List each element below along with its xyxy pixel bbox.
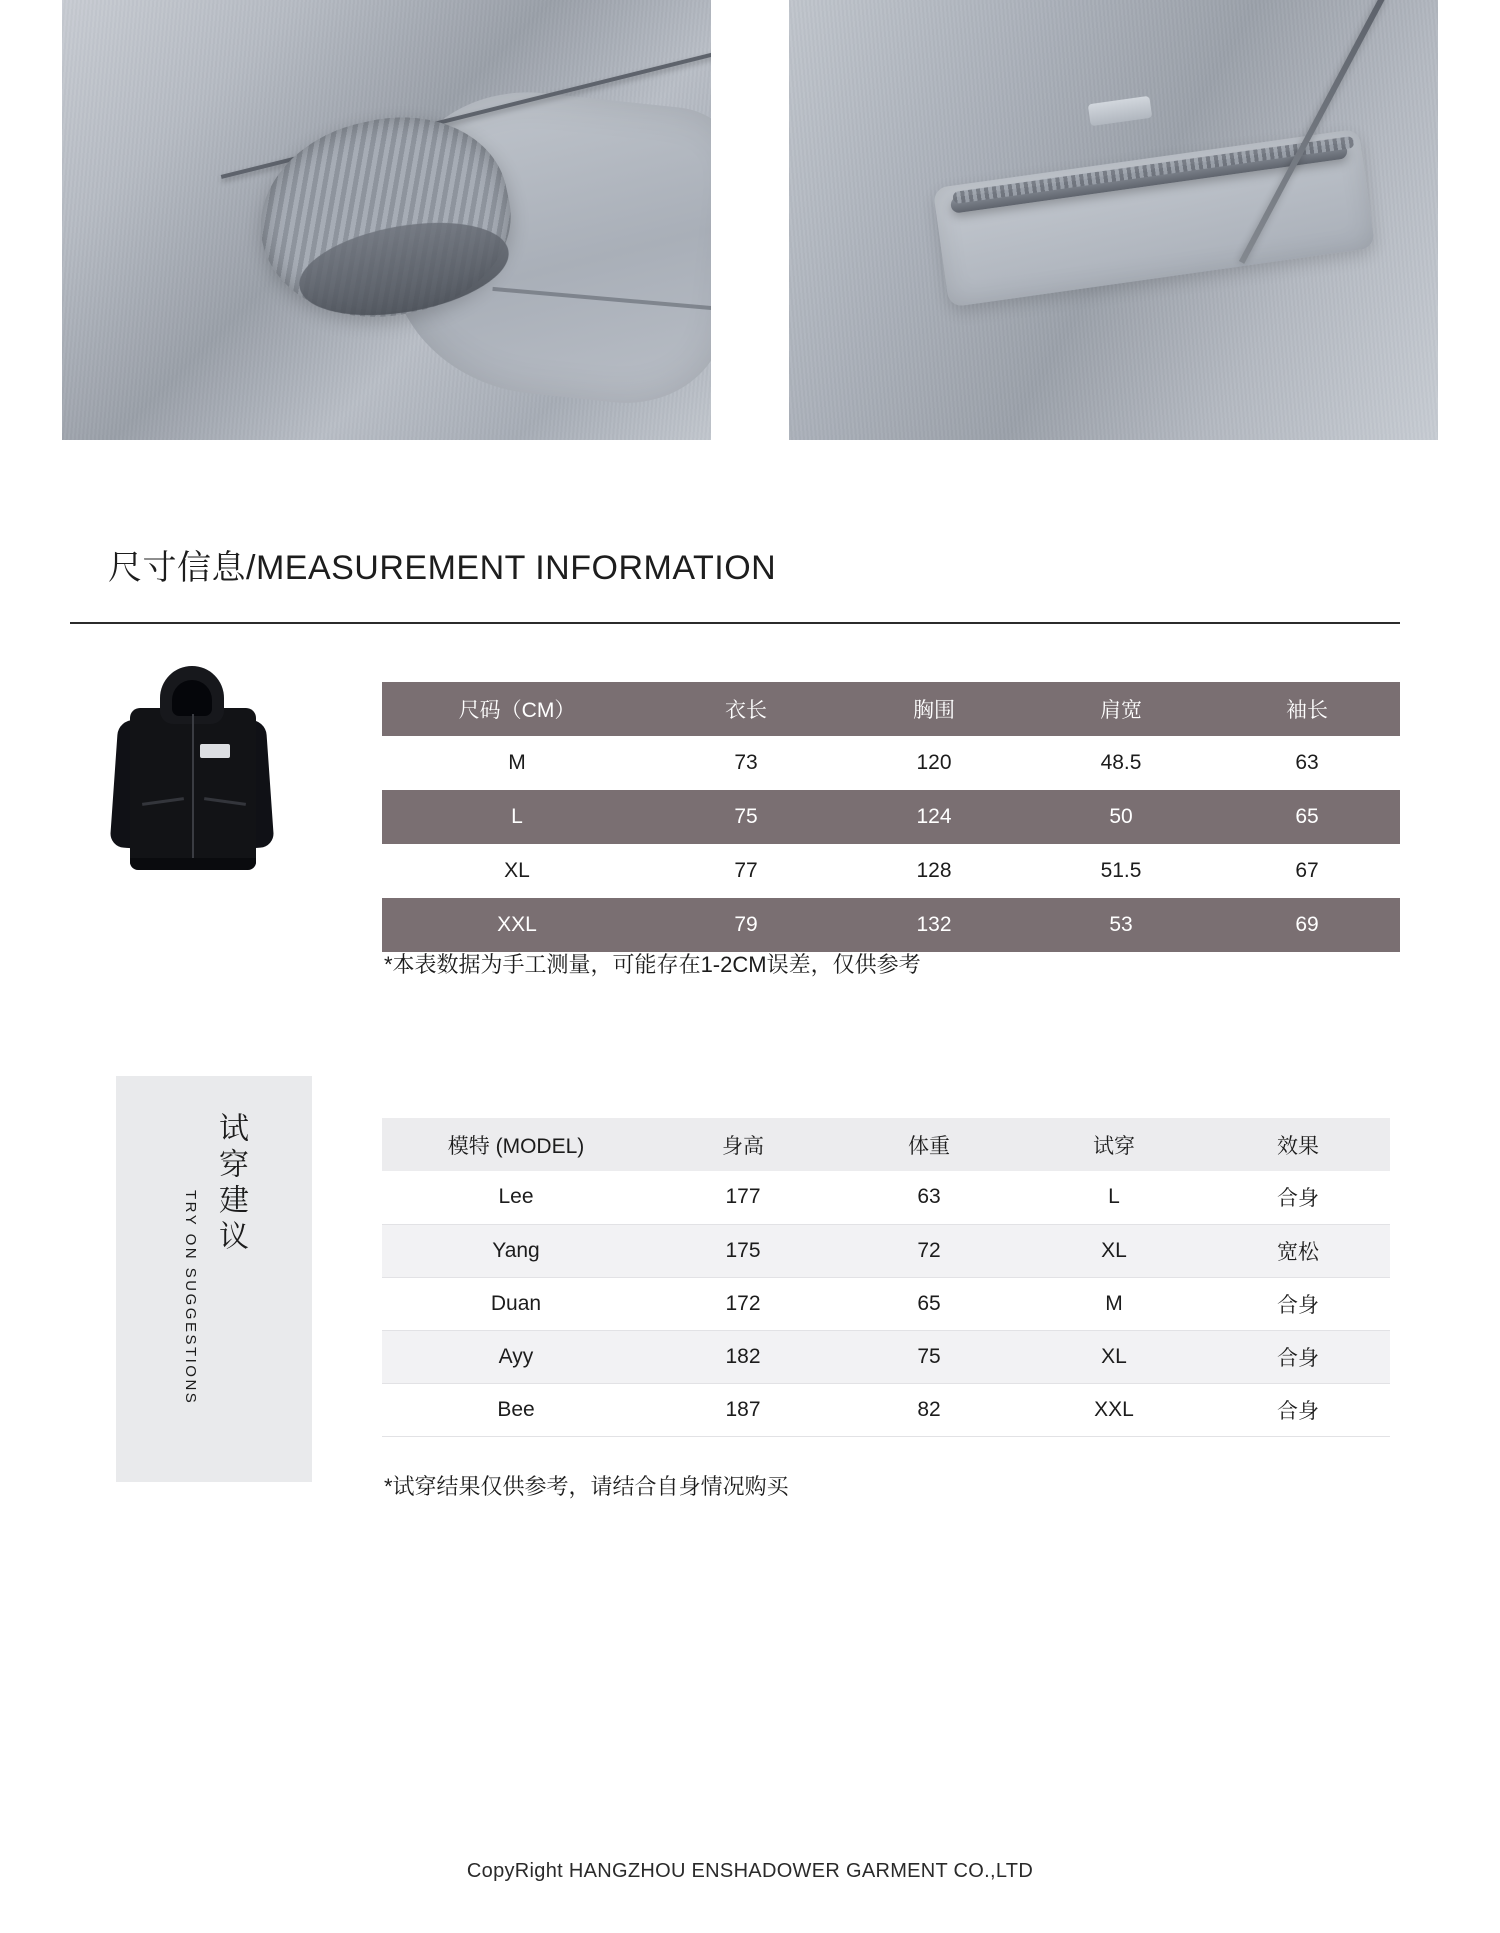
jacket-center-zipper xyxy=(192,714,194,866)
cell-weight: 63 xyxy=(836,1171,1022,1224)
height-col-header: 身高 xyxy=(722,1134,764,1158)
cell-bust: 128 xyxy=(840,844,1028,898)
shoulder-col-header: 肩宽 xyxy=(1028,682,1214,736)
cell-fit: 合身 xyxy=(1206,1277,1390,1330)
footer-copyright: CopyRight HANGZHOU ENSHADOWER GARMENT CO.,LTD xyxy=(466,1860,1034,1882)
table-row xyxy=(382,736,1400,790)
table-row xyxy=(382,790,1400,844)
weight-col-header: 体重 xyxy=(908,1134,950,1158)
length-col-header: 衣长 xyxy=(652,682,840,736)
cell-height: 175 xyxy=(650,1224,836,1277)
table-header-row xyxy=(382,1118,1390,1171)
cell-shoulder: 48.5 xyxy=(1028,736,1214,790)
cell-worn-size: XL xyxy=(1022,1224,1206,1277)
cell-length: 77 xyxy=(652,844,840,898)
cell-bust: 132 xyxy=(840,898,1028,952)
cell-weight: 75 xyxy=(836,1330,1022,1383)
model-table-note: *试穿结果仅供参考，请结合自身情况购买 xyxy=(384,1474,789,1499)
cell-weight: 65 xyxy=(836,1277,1022,1330)
cell-fit: 合身 xyxy=(1206,1171,1390,1224)
cell-sleeve: 69 xyxy=(1214,898,1400,952)
cell-height: 187 xyxy=(650,1383,836,1436)
table-row xyxy=(382,1224,1390,1277)
cell-sleeve: 65 xyxy=(1214,790,1400,844)
table-row xyxy=(382,1383,1390,1436)
cell-model: Yang xyxy=(382,1224,650,1277)
cell-model: Duan xyxy=(382,1277,650,1330)
table-row xyxy=(382,844,1400,898)
cell-length: 79 xyxy=(652,898,840,952)
cell-shoulder: 50 xyxy=(1028,790,1214,844)
cell-length: 73 xyxy=(652,736,840,790)
cell-height: 182 xyxy=(650,1330,836,1383)
size-table-note: *本表数据为手工测量，可能存在1-2CM误差，仅供参考 xyxy=(384,952,921,977)
cell-size: XL xyxy=(382,844,652,898)
cell-fit: 合身 xyxy=(1206,1330,1390,1383)
cell-size: M xyxy=(382,736,652,790)
jacket-chest-label xyxy=(200,744,230,758)
cell-worn-size: XL xyxy=(1022,1330,1206,1383)
tryon-label-cn: 试穿建议 xyxy=(214,1112,247,1256)
cell-bust: 120 xyxy=(840,736,1028,790)
cell-size: XXL xyxy=(382,898,652,952)
table-header-row xyxy=(382,682,1400,736)
cell-height: 172 xyxy=(650,1277,836,1330)
model-col-header: 模特 (MODEL) xyxy=(447,1134,585,1158)
sleeve-cuff-detail-photo xyxy=(62,0,711,440)
tryon-label-en: TRY ON SUGGESTIONS xyxy=(182,1190,199,1406)
size-col-header: 尺码（CM） xyxy=(382,682,652,736)
jacket-hem xyxy=(130,858,256,870)
cell-fit: 宽松 xyxy=(1206,1224,1390,1277)
cell-height: 177 xyxy=(650,1171,836,1224)
table-row xyxy=(382,1277,1390,1330)
sleeve-col-header: 袖长 xyxy=(1214,682,1400,736)
cell-fit: 合身 xyxy=(1206,1383,1390,1436)
cell-weight: 82 xyxy=(836,1383,1022,1436)
size-measurement-table xyxy=(382,682,1400,952)
cell-worn-size: L xyxy=(1022,1171,1206,1224)
cell-weight: 72 xyxy=(836,1224,1022,1277)
cell-shoulder: 53 xyxy=(1028,898,1214,952)
table-row xyxy=(382,1330,1390,1383)
cell-worn-size: M xyxy=(1022,1277,1206,1330)
table-row xyxy=(382,898,1400,952)
cell-sleeve: 67 xyxy=(1214,844,1400,898)
cell-size: L xyxy=(382,790,652,844)
cell-bust: 124 xyxy=(840,790,1028,844)
jacket-thumbnail xyxy=(112,660,272,910)
page-title: 尺寸信息/MEASUREMENT INFORMATION xyxy=(108,549,777,587)
bust-col-header: 胸围 xyxy=(840,682,1028,736)
model-fit-table xyxy=(382,1118,1390,1437)
title-divider xyxy=(70,622,1400,624)
fit-col-header: 效果 xyxy=(1277,1134,1319,1158)
cell-worn-size: XXL xyxy=(1022,1383,1206,1436)
table-row xyxy=(382,1171,1390,1224)
cell-shoulder: 51.5 xyxy=(1028,844,1214,898)
cell-model: Bee xyxy=(382,1383,650,1436)
cell-model: Lee xyxy=(382,1171,650,1224)
worn-size-col-header: 试穿 xyxy=(1093,1134,1135,1158)
detail-photo-row xyxy=(0,0,1500,440)
jacket-hood-opening xyxy=(172,680,212,716)
cell-length: 75 xyxy=(652,790,840,844)
zipper-pocket-detail-photo xyxy=(789,0,1438,440)
cell-model: Ayy xyxy=(382,1330,650,1383)
cell-sleeve: 63 xyxy=(1214,736,1400,790)
